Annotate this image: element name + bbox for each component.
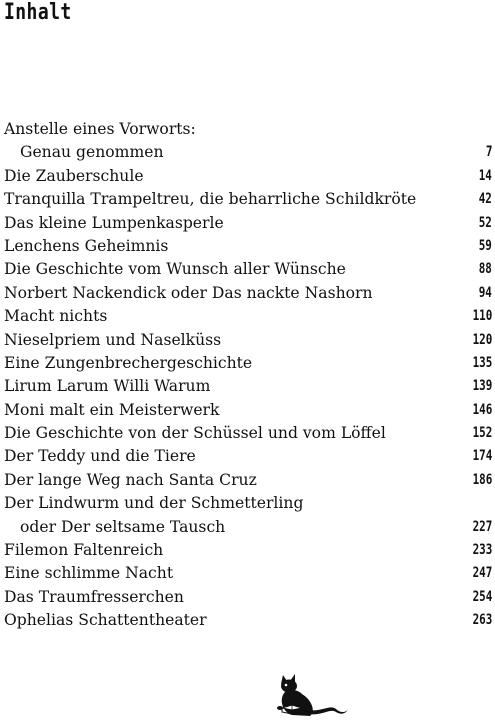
toc-entry [4,329,492,352]
toc-entry-title: Eine Zungenbrechergeschichte [4,353,253,372]
toc-entry [4,375,492,398]
toc-entry [4,586,492,609]
toc-entry-page: 7 [485,144,492,161]
toc-entry [4,118,492,141]
toc-entry-page: 110 [472,308,492,325]
toc-entry-page: 120 [472,331,492,348]
toc-entry-page: 14 [478,167,492,184]
toc-entry-title: Nieselpriem und Naselküss [4,330,222,349]
toc-entry [4,469,492,492]
toc-entry-page: 263 [472,612,492,629]
toc-entry-page: 174 [472,448,492,465]
toc-entry-title: Die Geschichte vom Wunsch aller Wünsche [4,260,346,279]
toc-entry-title: Die Geschichte von der Schüssel und vom Löffel [4,424,386,443]
toc-entry [4,305,492,328]
toc-entry [4,258,492,281]
toc-entry-title: Macht nichts [4,307,108,326]
table-of-contents [4,118,492,633]
toc-entry [4,165,492,188]
toc-entry-title: Tranquilla Trampeltreu, die beharrliche Schildkröte [4,190,417,209]
toc-entry-title: Das Traumfresserchen [4,587,184,606]
toc-entry [4,399,492,422]
toc-entry-title: Der Lindwurm und der Schmetterling [4,494,304,513]
toc-entry-title: Lirum Larum Willi Warum [4,377,211,396]
toc-entry-title: Anstelle eines Vorworts: [4,120,196,138]
toc-entry [4,212,492,235]
toc-entry [4,562,492,585]
toc-entry [4,188,492,211]
toc-entry-page: 247 [472,565,492,582]
toc-entry-page: 139 [472,378,492,395]
toc-entry [4,422,492,445]
toc-entry-page: 186 [472,471,492,488]
toc-entry [4,516,492,539]
toc-entry-title: Das kleine Lumpenkasperle [4,213,224,232]
toc-entry-page: 42 [478,191,492,208]
toc-entry-title: Norbert Nackendick oder Das nackte Nashorn [4,283,373,302]
toc-entry-title: Lenchens Geheimnis [4,236,169,255]
toc-entry-page: 152 [472,425,492,442]
toc-entry [4,235,492,258]
toc-entry-title: Genau genommen [20,143,164,162]
toc-entry-page: 227 [472,518,492,535]
toc-entry-title: oder Der seltsame Tausch [20,517,226,536]
toc-entry-title: Ophelias Schattentheater [4,611,207,630]
toc-entry [4,609,492,632]
page-title: Inhalt [4,0,72,25]
toc-entry-page: 233 [472,542,492,559]
toc-entry-page: 52 [478,214,492,231]
toc-entry-page: 94 [478,284,492,301]
toc-entry-title: Die Zauberschule [4,166,144,185]
toc-entry-title: Der Teddy und die Tiere [4,447,196,466]
toc-entry-title: Der lange Weg nach Santa Cruz [4,470,257,489]
toc-entry-title: Eine schlimme Nacht [4,564,174,583]
toc-entry-page: 88 [478,261,492,278]
toc-entry [4,445,492,468]
toc-entry-page: 146 [472,401,492,418]
toc-entry-title: Filemon Faltenreich [4,541,164,560]
toc-entry-page: 254 [472,588,492,605]
toc-entry-page: 135 [472,354,492,371]
toc-entry-title: Moni malt ein Meisterwerk [4,400,220,419]
toc-entry [4,282,492,305]
cat-reading-book-icon [268,672,358,720]
toc-entry [4,352,492,375]
toc-entry [4,492,492,515]
toc-entry-page: 59 [478,237,492,254]
toc-entry [4,539,492,562]
toc-entry [4,141,492,164]
